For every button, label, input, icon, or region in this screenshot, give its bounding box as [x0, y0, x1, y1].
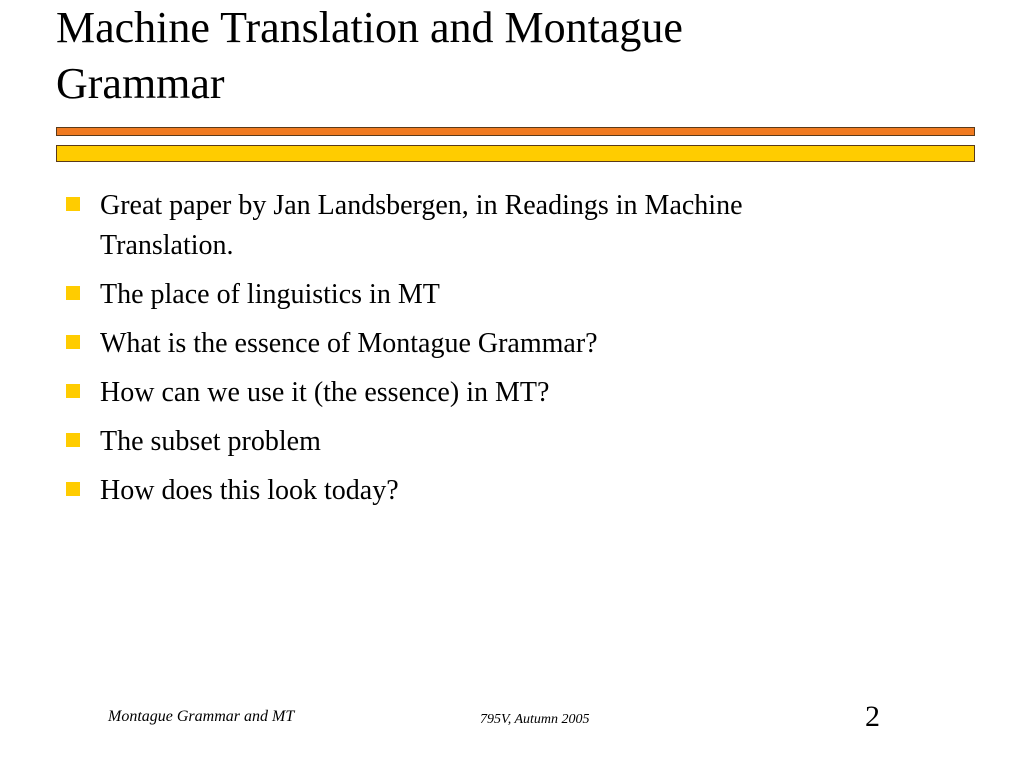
orange-divider-bar — [56, 127, 975, 136]
bullet-text: How can we use it (the essence) in MT? — [100, 377, 550, 408]
slide-page-number: 2 — [865, 700, 880, 733]
square-bullet-icon — [66, 433, 80, 447]
bullet-list — [66, 186, 866, 520]
bullet-text: The place of linguistics in MT — [100, 279, 440, 310]
bullet-text: The subset problem — [100, 426, 321, 457]
yellow-divider-bar — [56, 145, 975, 162]
bullet-item — [66, 422, 866, 462]
square-bullet-icon — [66, 286, 80, 300]
bullet-text: How does this look today? — [100, 475, 399, 506]
bullet-item — [66, 471, 866, 511]
bullet-text: Great paper by Jan Landsbergen, in Readings in Machine — [100, 190, 743, 221]
bullet-item — [66, 275, 866, 315]
bullet-item — [66, 373, 866, 413]
bullet-text-continued: Translation. — [100, 230, 234, 261]
square-bullet-icon — [66, 482, 80, 496]
bullet-item — [66, 324, 866, 364]
slide-title-line-2: Grammar — [56, 59, 225, 108]
bullet-item — [66, 186, 866, 266]
bullet-text: What is the essence of Montague Grammar? — [100, 328, 598, 359]
square-bullet-icon — [66, 384, 80, 398]
square-bullet-icon — [66, 335, 80, 349]
footer-course-term: 795V, Autumn 2005 — [480, 712, 590, 727]
slide-title-line-1: Machine Translation and Montague — [56, 3, 683, 52]
slide-title — [56, 0, 956, 112]
footer-course-title: Montague Grammar and MT — [108, 708, 295, 725]
square-bullet-icon — [66, 197, 80, 211]
